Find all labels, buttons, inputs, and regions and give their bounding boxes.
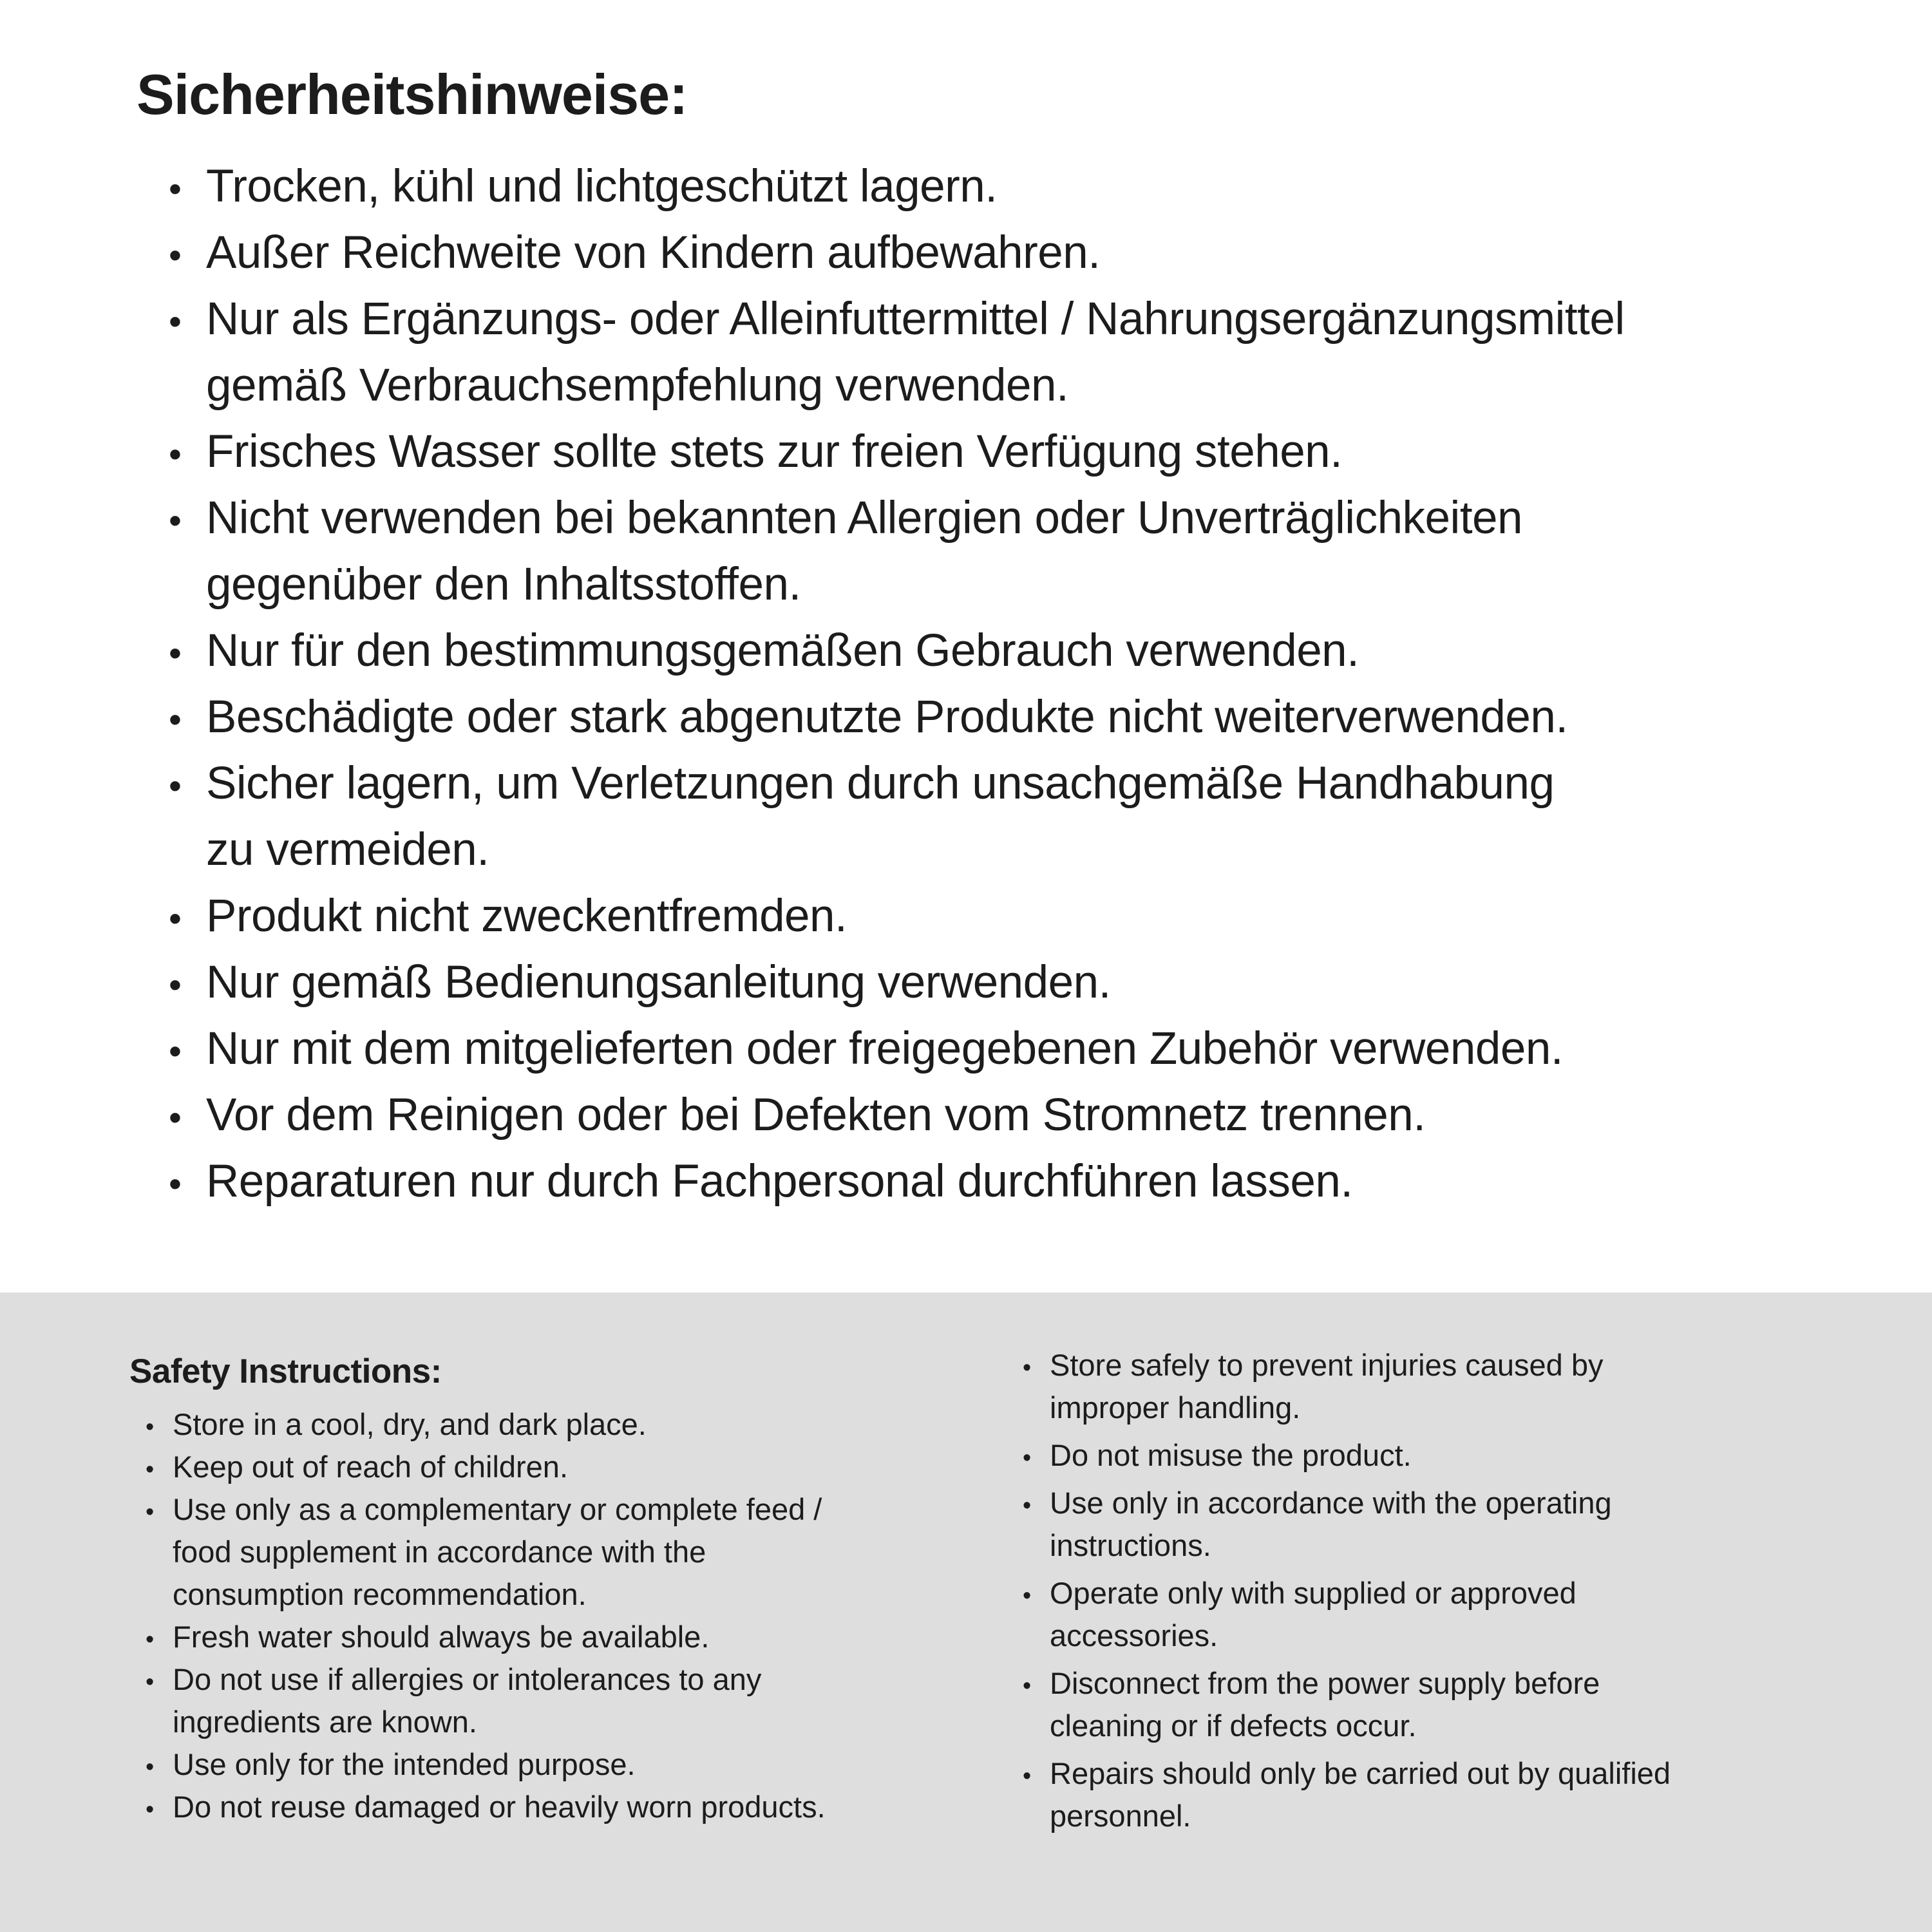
list-item [1023, 1344, 1899, 1429]
text-line: Repairs should only be carried out by qualified [1050, 1756, 1671, 1790]
english-bullet-list-right [1023, 1344, 1899, 1842]
english-section-heading: Safety Instructions: [129, 1352, 442, 1390]
list-item [169, 684, 1625, 750]
text-line: Fresh water should always be available. [173, 1620, 710, 1654]
text-line: gemäß Verbrauchsempfehlung verwenden. [206, 360, 1069, 411]
bullet-text [1050, 1572, 1899, 1657]
bullet-icon: • [169, 1031, 182, 1072]
bullet-icon: • [169, 965, 182, 1006]
bullet-text [206, 286, 1625, 419]
list-item [1023, 1572, 1899, 1657]
bullet-text [206, 220, 1625, 286]
german-bullet-list [169, 153, 1625, 1215]
bullet-icon: • [169, 235, 182, 276]
bullet-icon: • [146, 1413, 155, 1441]
text-line: personnel. [1050, 1799, 1191, 1833]
text-line: Nur mit dem mitgelieferten oder freigegebenen Zubehör verwenden. [206, 1023, 1564, 1074]
bullet-icon: • [169, 633, 182, 674]
list-item [1023, 1752, 1899, 1837]
bullet-text [206, 618, 1625, 684]
text-line: Außer Reichweite von Kindern aufbewahren. [206, 227, 1101, 278]
text-line: Do not reuse damaged or heavily worn products. [173, 1790, 826, 1824]
english-bullet-list-left [146, 1403, 989, 1828]
text-line: food supplement in accordance with the [173, 1535, 706, 1569]
bullet-icon: • [1023, 1354, 1032, 1381]
bullet-icon: • [1023, 1672, 1032, 1700]
list-item [169, 286, 1625, 419]
list-item [169, 883, 1625, 949]
list-item [169, 419, 1625, 485]
bullet-text [206, 153, 1625, 220]
text-line: Trocken, kühl und lichtgeschützt lagern. [206, 161, 998, 212]
bullet-icon: • [169, 766, 182, 807]
list-item [146, 1658, 989, 1743]
bullet-text [173, 1488, 989, 1616]
bullet-icon: • [1023, 1762, 1032, 1790]
list-item [169, 618, 1625, 684]
list-item [146, 1616, 989, 1658]
text-line: Nur für den bestimmungsgemäßen Gebrauch verwenden. [206, 625, 1359, 676]
bullet-text [206, 684, 1625, 750]
text-line: Produkt nicht zweckentfremden. [206, 891, 848, 942]
list-item [146, 1403, 989, 1446]
bullet-icon: • [146, 1795, 155, 1823]
bullet-text [173, 1786, 989, 1828]
bullet-text [206, 949, 1625, 1016]
list-item [146, 1786, 989, 1828]
bullet-icon: • [146, 1668, 155, 1696]
text-line: gegenüber den Inhaltsstoffen. [206, 559, 801, 610]
text-line: Beschädigte oder stark abgenutzte Produkte nicht weiterverwenden. [206, 692, 1568, 743]
text-line: ingredients are known. [173, 1705, 477, 1739]
list-item [169, 1082, 1625, 1148]
bullet-text [1050, 1662, 1899, 1747]
bullet-icon: • [169, 169, 182, 210]
english-safety-section [0, 1293, 1932, 1932]
bullet-icon: • [169, 434, 182, 475]
text-line: Use only for the intended purpose. [173, 1747, 636, 1781]
bullet-icon: • [169, 500, 182, 542]
list-item [169, 220, 1625, 286]
bullet-text [1050, 1752, 1899, 1837]
text-line: Do not misuse the product. [1050, 1438, 1412, 1472]
text-line: Operate only with supplied or approved [1050, 1576, 1577, 1610]
text-line: Reparaturen nur durch Fachpersonal durchführen lassen. [206, 1156, 1353, 1207]
text-line: instructions. [1050, 1528, 1211, 1562]
bullet-text [173, 1446, 989, 1488]
bullet-icon: • [1023, 1444, 1032, 1472]
text-line: Nicht verwenden bei bekannten Allergien oder Unverträglichkeiten [206, 493, 1523, 544]
text-line: Use only as a complementary or complete feed / [173, 1492, 822, 1526]
list-item [1023, 1662, 1899, 1747]
bullet-text [173, 1743, 989, 1786]
bullet-icon: • [1023, 1492, 1032, 1519]
bullet-text [1050, 1344, 1899, 1429]
bullet-text [173, 1403, 989, 1446]
bullet-text [206, 1148, 1625, 1215]
bullet-icon: • [169, 699, 182, 741]
list-item [169, 1148, 1625, 1215]
bullet-text [206, 1016, 1625, 1082]
bullet-text [173, 1658, 989, 1743]
list-item [146, 1488, 989, 1616]
text-line: Store in a cool, dry, and dark place. [173, 1407, 647, 1441]
bullet-icon: • [169, 1097, 182, 1139]
bullet-icon: • [146, 1753, 155, 1781]
bullet-icon: • [169, 1164, 182, 1205]
text-line: Vor dem Reinigen oder bei Defekten vom Stromnetz trennen. [206, 1090, 1426, 1141]
bullet-icon: • [169, 301, 182, 343]
text-line: Disconnect from the power supply before [1050, 1666, 1600, 1700]
list-item [169, 153, 1625, 220]
bullet-text [206, 485, 1625, 618]
text-line: Store safely to prevent injuries caused by [1050, 1348, 1604, 1382]
text-line: consumption recommendation. [173, 1577, 587, 1611]
list-item [1023, 1482, 1899, 1567]
bullet-text [1050, 1482, 1899, 1567]
text-line: Use only in accordance with the operating [1050, 1486, 1612, 1520]
text-line: zu vermeiden. [206, 824, 489, 875]
bullet-text [206, 1082, 1625, 1148]
text-line: Do not use if allergies or intolerances to any [173, 1662, 762, 1696]
text-line: Nur als Ergänzungs- oder Alleinfuttermittel / Nahrungsergänzungsmittel [206, 294, 1625, 345]
german-section-heading: Sicherheitshinweise: [137, 62, 688, 126]
bullet-text [206, 883, 1625, 949]
list-item [1023, 1434, 1899, 1477]
text-line: cleaning or if defects occur. [1050, 1709, 1417, 1743]
list-item [169, 1016, 1625, 1082]
bullet-icon: • [146, 1498, 155, 1526]
list-item [169, 485, 1625, 618]
bullet-icon: • [146, 1455, 155, 1483]
list-item [169, 750, 1625, 883]
bullet-text [1050, 1434, 1899, 1477]
text-line: accessories. [1050, 1618, 1218, 1653]
text-line: Sicher lagern, um Verletzungen durch unsachgemäße Handhabung [206, 758, 1555, 809]
bullet-text [206, 419, 1625, 485]
text-line: improper handling. [1050, 1390, 1301, 1425]
bullet-icon: • [1023, 1582, 1032, 1609]
bullet-icon: • [146, 1625, 155, 1653]
bullet-text [206, 750, 1625, 883]
bullet-icon: • [169, 898, 182, 940]
list-item [169, 949, 1625, 1016]
text-line: Nur gemäß Bedienungsanleitung verwenden. [206, 957, 1111, 1008]
list-item [146, 1446, 989, 1488]
list-item [146, 1743, 989, 1786]
text-line: Keep out of reach of children. [173, 1450, 569, 1484]
bullet-text [173, 1616, 989, 1658]
text-line: Frisches Wasser sollte stets zur freien Verfügung stehen. [206, 426, 1343, 477]
